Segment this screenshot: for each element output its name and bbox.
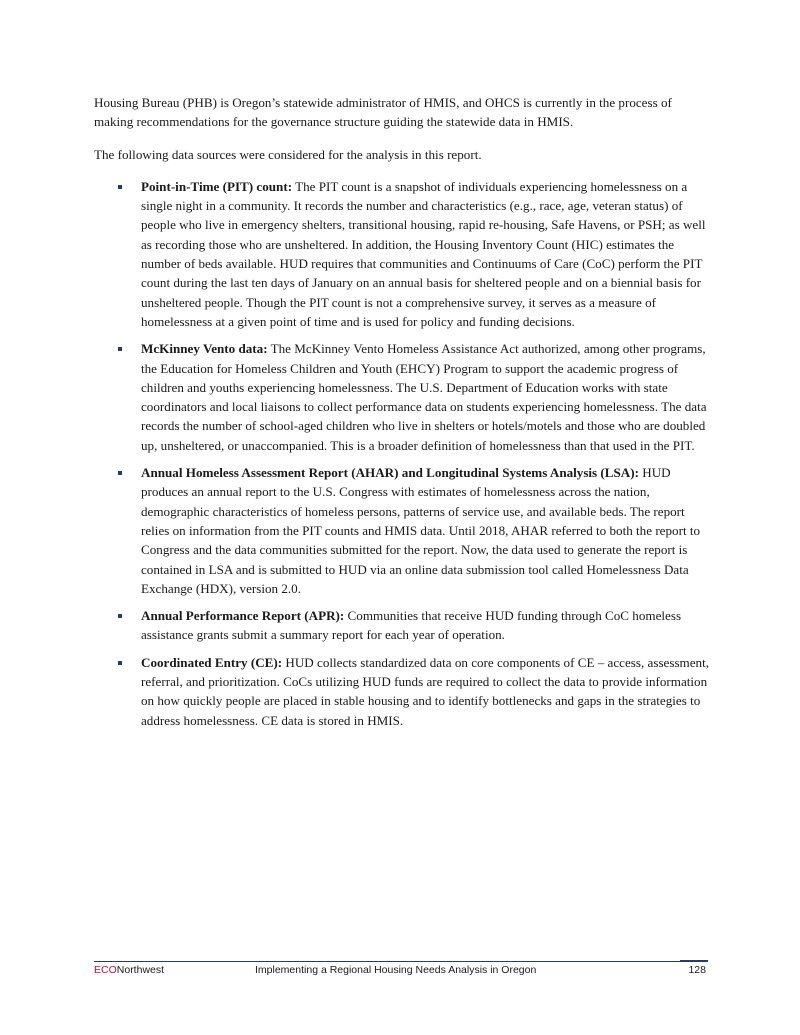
list-item-coordinated-entry — [94, 653, 710, 730]
square-bullet-icon — [118, 661, 122, 665]
footer-rule — [94, 961, 708, 962]
list-item-term: Point-in-Time (PIT) count: — [141, 178, 293, 194]
list-item-term: McKinney Vento data: — [141, 341, 268, 357]
list-item-apr — [94, 606, 710, 645]
page-footer — [94, 961, 708, 979]
page-body — [94, 93, 710, 738]
square-bullet-icon — [118, 471, 122, 475]
footer-page-number: 128 — [688, 964, 706, 976]
list-item-term: Coordinated Entry (CE): — [141, 654, 283, 670]
intro-paragraph: Housing Bureau (PHB) is Oregon’s statewide administrator of HMIS, and OHCS is currently in the process of making recommendations for the governance structure guiding the statewide data in HMIS. — [94, 95, 672, 130]
square-bullet-icon — [118, 185, 122, 189]
list-item-description: Communities that receive HUD funding through CoC homeless assistance grants submit a summary report for each year of operation. — [141, 608, 682, 643]
list-item-description: The McKinney Vento Homeless Assistance Act authorized, among other programs, the Education for Homeless Children and Youth (EHCY) Program to support the academic progress of children and youths experiencing homelessness. The U.S. Department of Education works with state coordinators and local liaisons to collect performance data on students experiencing homelessness. The data records the number of school-aged children who live in shelters or hotels/motels and those who are doubled up, unsheltered, or unaccompanied. This is a broader definition of homelessness than that used in the PIT. — [141, 341, 707, 453]
list-item-pit-count — [94, 177, 710, 331]
footer-brand — [94, 964, 164, 976]
sources-lead-paragraph: The following data sources were considered for the analysis in this report. — [94, 146, 482, 162]
list-item-mckinney-vento — [94, 339, 710, 455]
footer-brand-accent: ECO — [94, 964, 117, 976]
list-item-term: Annual Homeless Assessment Report (AHAR) and Longitudinal Systems Analysis (LSA): — [141, 465, 639, 481]
footer-brand-rest: Northwest — [116, 964, 165, 976]
list-item-description: HUD produces an annual report to the U.S. Congress with estimates of homelessness across the nation, demographic characteristics of homeless persons, patterns of service use, and available beds. The report relies on information from the PIT counts and HMIS data. Until 2018, AHAR referred to both the report to Congress and the data communities submitted for the report. Now, the data used to generate the report is contained in LSA and is submitted to HUD via an online data submission tool called Homelessness Data Exchange (HDX), version 2.0. — [141, 465, 701, 596]
data-sources-list — [94, 177, 710, 730]
square-bullet-icon — [118, 347, 122, 351]
footer-rule-accent — [680, 960, 708, 962]
list-item-description: The PIT count is a snapshot of individuals experiencing homelessness on a single night in a community. It records the number and characteristics (e.g., race, age, veteran status) of people who live in emergency shelters, transitional housing, rapid re-housing, Safe Havens, or PSH; as well as recording those who are unsheltered. In addition, the Housing Inventory Count (HIC) estimates the number of beds available. HUD requires that communities and Continuums of Care (CoC) perform the PIT count during the last ten days of January on an annual basis for sheltered people and on a biennial basis for unsheltered people. Though the PIT count is not a comprehensive survey, it serves as a measure of homelessness at a given point of time and is used for policy and funding decisions. — [141, 178, 706, 329]
list-item-ahar-lsa — [94, 463, 710, 598]
square-bullet-icon — [118, 614, 122, 618]
footer-document-title: Implementing a Regional Housing Needs Analysis in Oregon — [255, 964, 537, 976]
list-item-description: HUD collects standardized data on core components of CE – access, assessment, referral, and prioritization. CoCs utilizing HUD funds are required to collect the data to provide information on how quickly people are placed in stable housing and to identify bottlenecks and gaps in the strategies to address homelessness. CE data is stored in HMIS. — [141, 654, 709, 728]
list-item-term: Annual Performance Report (APR): — [141, 608, 345, 624]
